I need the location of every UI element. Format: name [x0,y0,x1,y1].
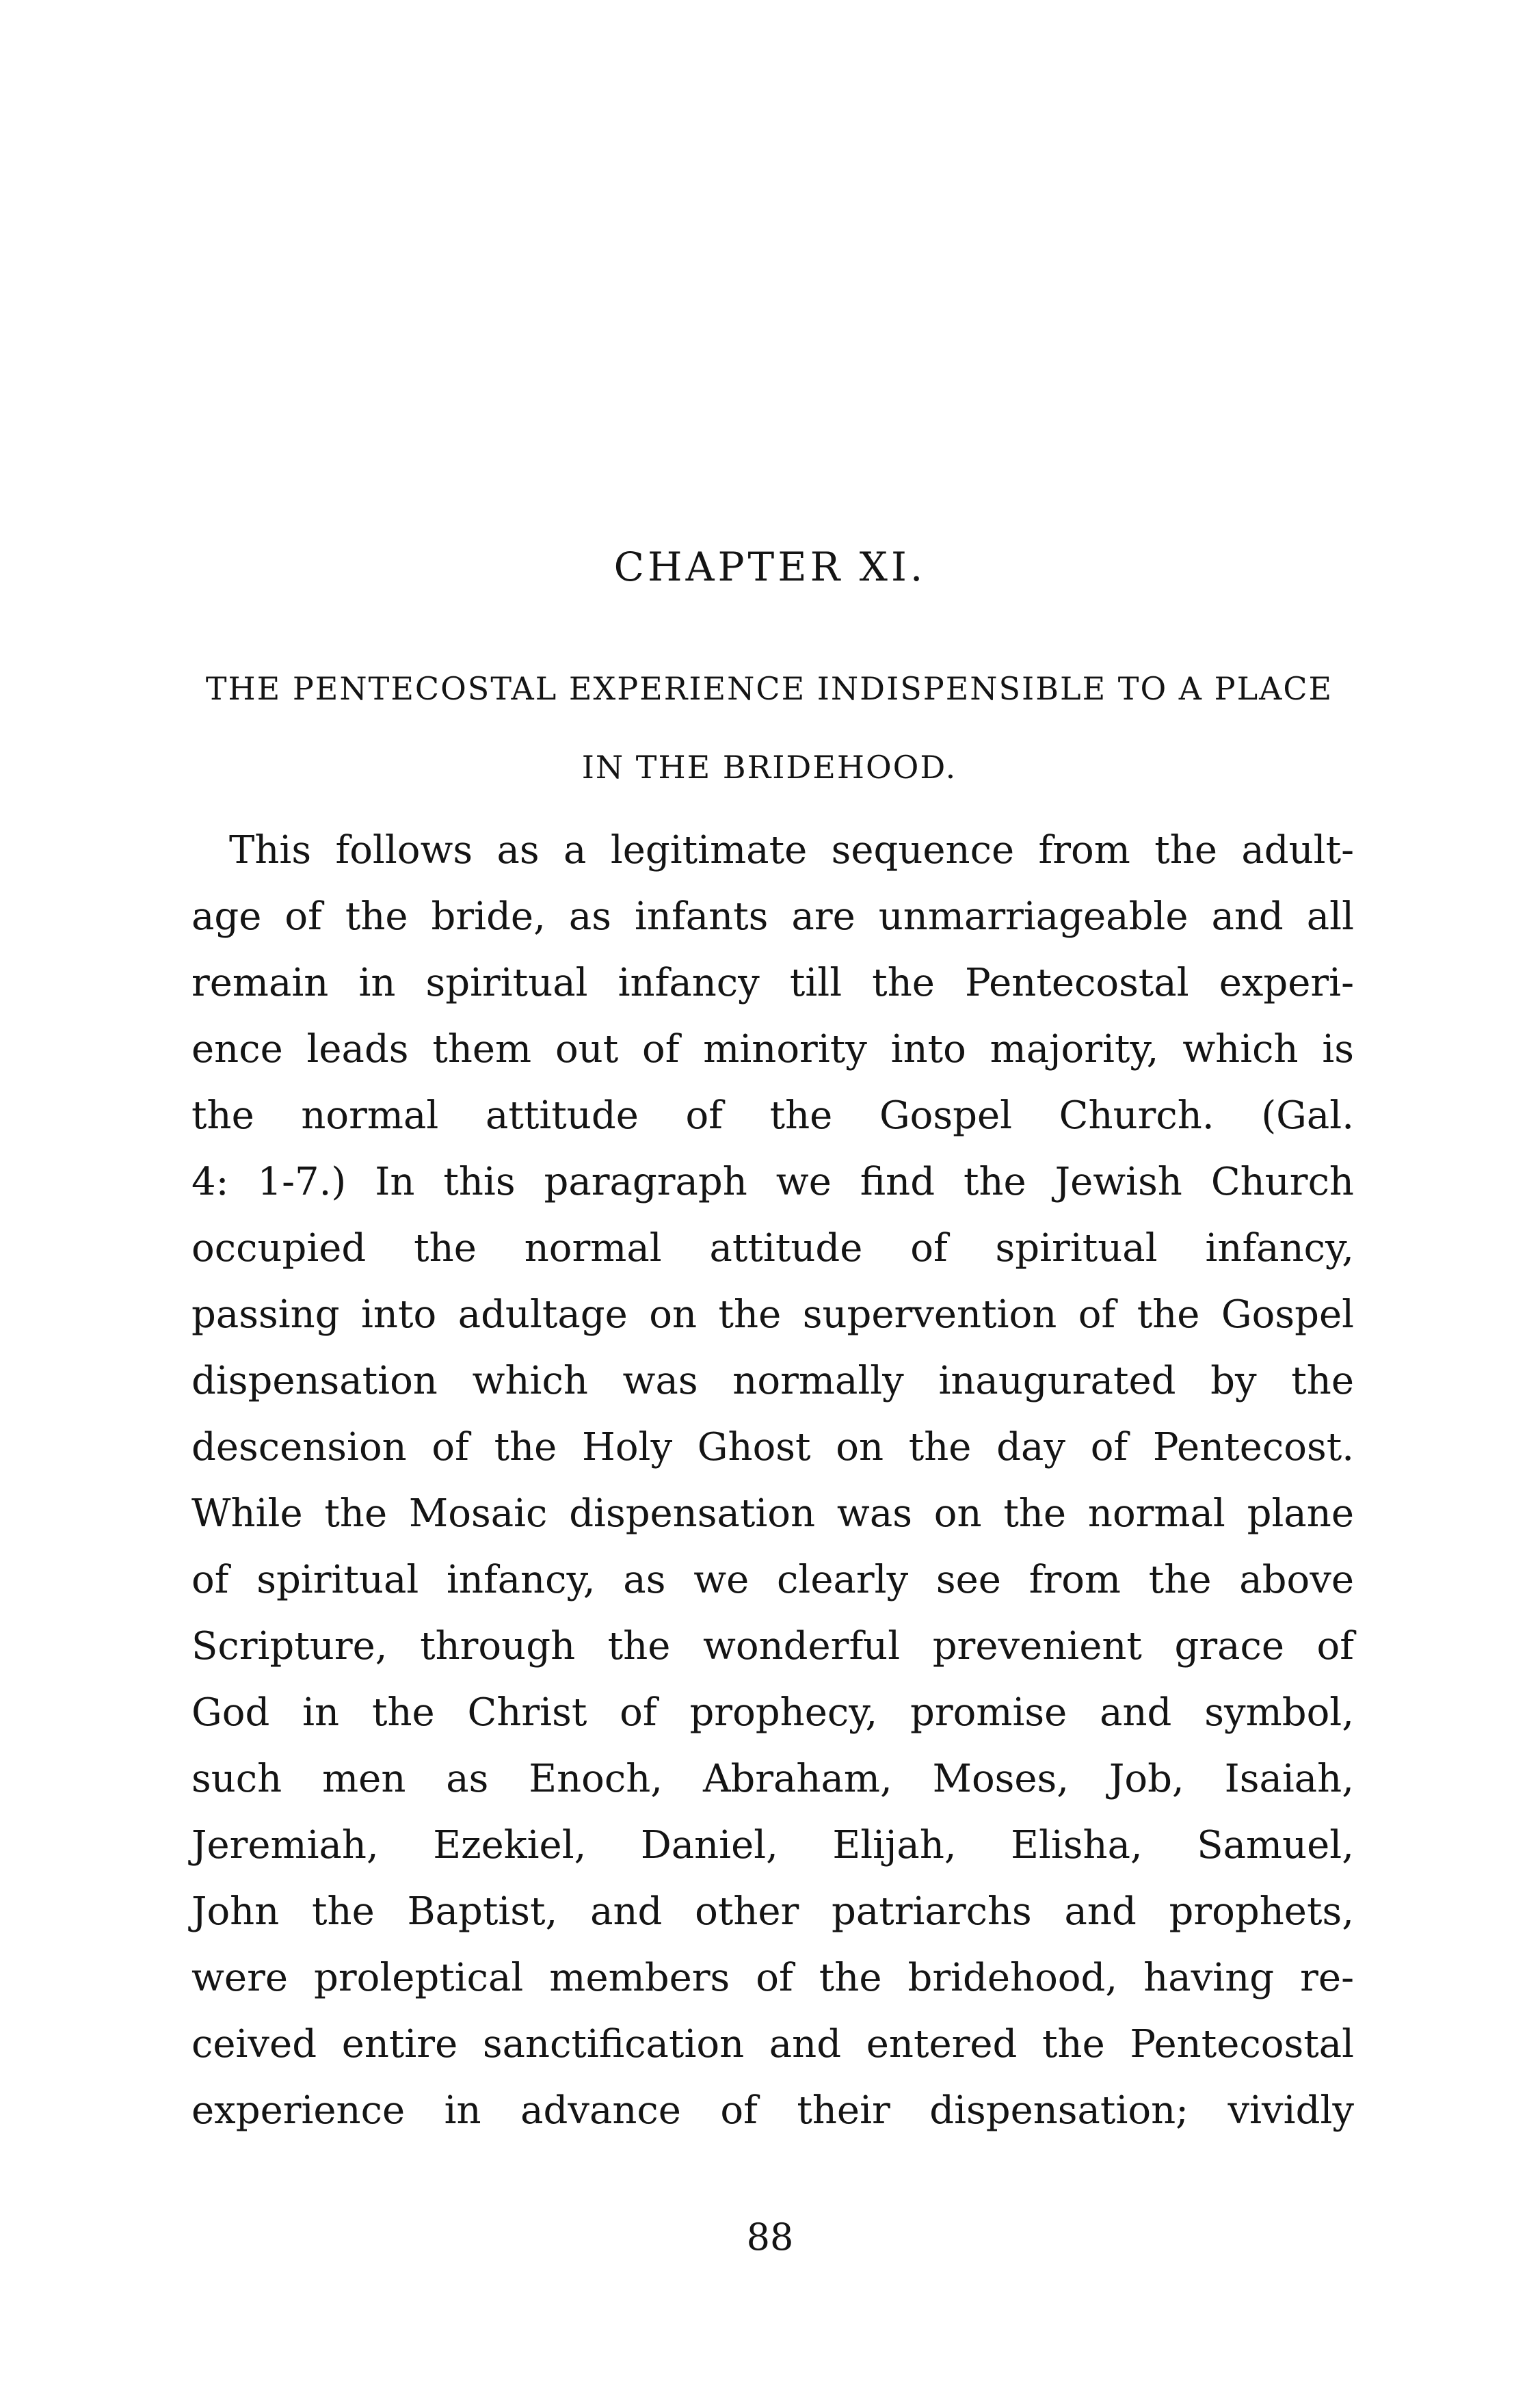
text-line: were proleptical members of the bridehood, having re- [191,1956,1354,2000]
text-line: ceived entire sanctification and entered the Pentecostal [191,2022,1354,2066]
text-line: remain in spiritual infancy till the Pentecostal experi- [191,961,1354,1005]
text-line: experience in advance of their dispensation; vividly [191,2088,1354,2133]
chapter-title: THE PENTECOSTAL EXPERIENCE INDISPENSIBLE TO A PLACE IN THE BRIDEHOOD. [205,670,1333,786]
text-line: descension of the Holy Ghost on the day of Pentecost. [191,1425,1354,1470]
text-line: dispensation which was normally inaugurated by the [191,1359,1354,1403]
text-line: of spiritual infancy, as we clearly see from the above [191,1558,1354,1602]
text-line: God in the Christ of prophecy, promise and symbol, [191,1690,1354,1735]
text-line: ence leads them out of minority into majority, which is [191,1027,1354,1072]
text-line: the normal attitude of the Gospel Church. (Gal. [191,1093,1354,1138]
page-number: 88 [746,2216,794,2259]
text-line: John the Baptist, and other patriarchs and prophets, [191,1889,1354,1934]
text-line: This follows as a legitimate sequence from the adult- [229,828,1354,873]
text-line: age of the bride, as infants are unmarriageable and all [191,894,1354,939]
text-line: Scripture, through the wonderful prevenient grace of [191,1624,1354,1668]
body-paragraph [191,817,1354,2144]
text-line: Jeremiah, Ezekiel, Daniel, Elijah, Elisha, Samuel, [191,1823,1354,1867]
text-line: passing into adultage on the supervention of the Gospel [191,1292,1354,1337]
text-line: 4: 1-7.) In this paragraph we find the Jewish Church [191,1160,1354,1204]
text-line: such men as Enoch, Abraham, Moses, Job, Isaiah, [191,1757,1354,1801]
text-line: occupied the normal attitude of spiritual infancy, [191,1226,1354,1271]
chapter-heading: CHAPTER XI. [613,544,927,590]
text-line: While the Mosaic dispensation was on the normal plane [191,1491,1354,1536]
